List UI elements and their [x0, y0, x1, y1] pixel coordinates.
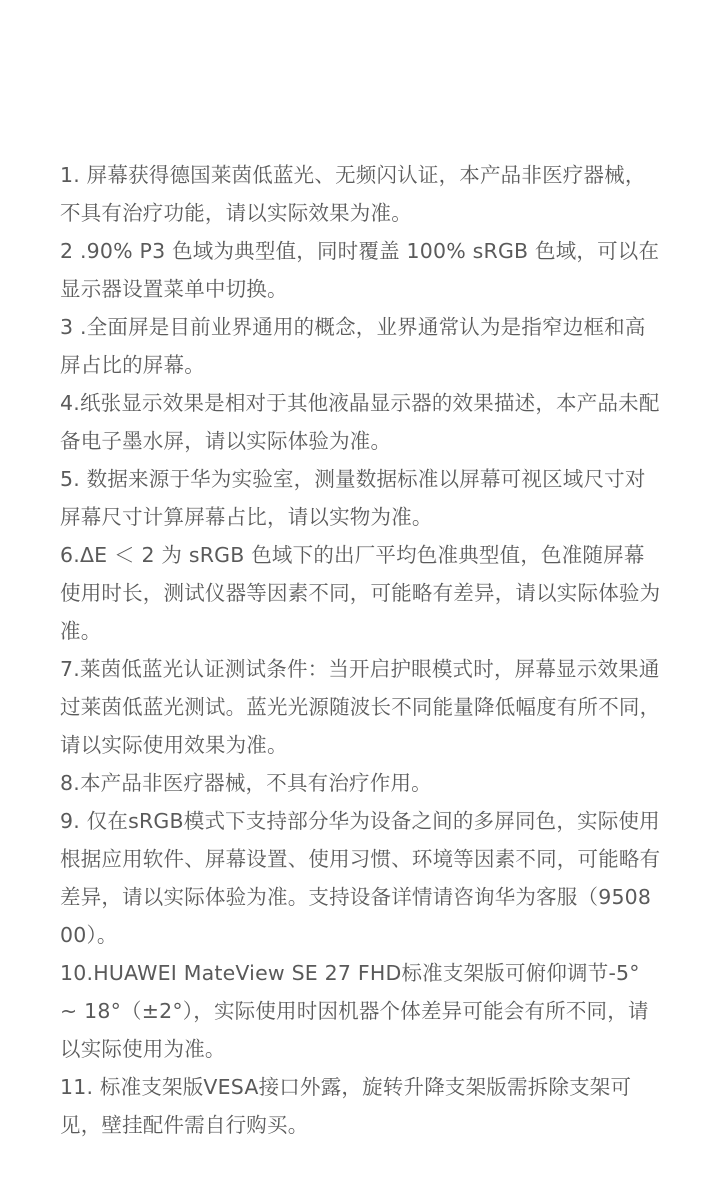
footnote-5: 5. 数据来源于华为实验室，测量数据标准以屏幕可视区域尺寸对屏幕尺寸计算屏幕占比，请以实物为准。: [60, 467, 646, 529]
footnotes-list: [60, 156, 662, 1144]
footnote-2: 2 .90% P3 色域为典型值，同时覆盖 100% sRGB 色域，可以在显示器设置菜单中切换。: [60, 239, 660, 301]
footnote-1: 1. 屏幕获得德国莱茵低蓝光、无频闪认证，本产品非医疗器械，不具有治疗功能，请以实际效果为准。: [60, 163, 646, 225]
footnote-6: 6.ΔE ＜ 2 为 sRGB 色域下的出厂平均色准典型值，色准随屏幕使用时长，测试仪器等因素不同，可能略有差异，请以实际体验为准。: [60, 543, 661, 643]
footnote-9: 9. 仅在sRGB模式下支持部分华为设备之间的多屏同色，实际使用根据应用软件、屏幕设置、使用习惯、环境等因素不同，可能略有差异，请以实际体验为准。支持设备详情请咨询华为客服（950800）。: [60, 809, 661, 947]
footnote-11: 11. 标准支架版VESA接口外露，旋转升降支架版需拆除支架可见，壁挂配件需自行购买。: [60, 1075, 632, 1137]
footnote-8: 8.本产品非医疗器械，不具有治疗作用。: [60, 771, 432, 795]
footnote-7: 7.莱茵低蓝光认证测试条件：当开启护眼模式时，屏幕显示效果通过莱茵低蓝光测试。蓝光光源随波长不同能量降低幅度有所不同，请以实际使用效果为准。: [60, 657, 661, 757]
footnote-10: 10.HUAWEI MateView SE 27 FHD标准支架版可俯仰调节-5° ~ 18°（±2°），实际使用时因机器个体差异可能会有所不同，请以实际使用为准。: [60, 961, 649, 1061]
footnote-3: 3 .全面屏是目前业界通用的概念，业界通常认为是指窄边框和高屏占比的屏幕。: [60, 315, 646, 377]
footnote-4: 4.纸张显示效果是相对于其他液晶显示器的效果描述，本产品未配备电子墨水屏，请以实际体验为准。: [60, 391, 660, 453]
